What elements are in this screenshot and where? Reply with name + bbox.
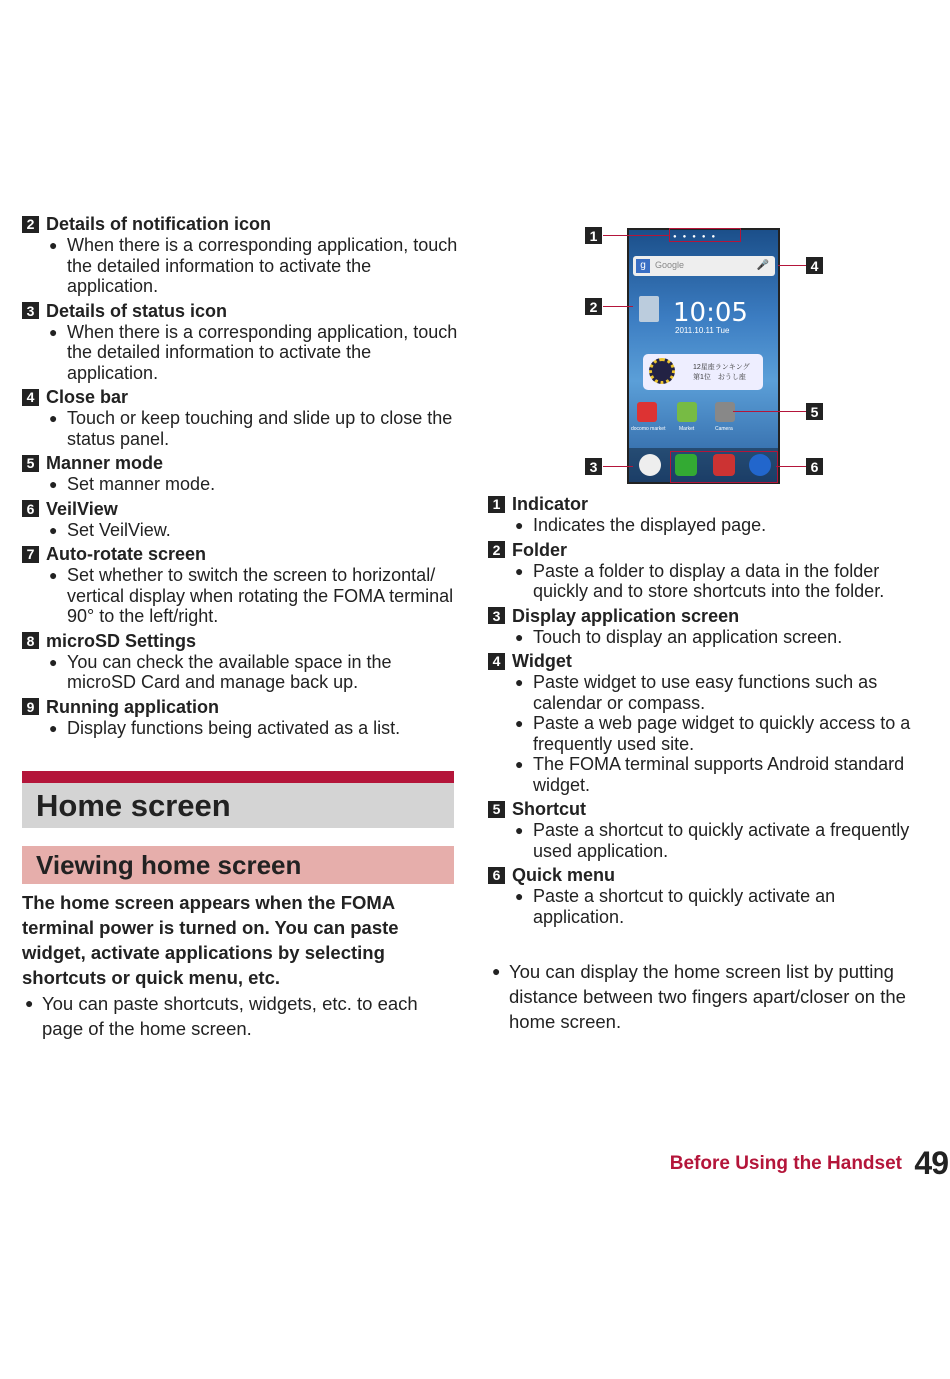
callout-number: 4	[806, 257, 823, 274]
footer-section-label: Before Using the Handset	[669, 1153, 902, 1174]
left-item-microsd	[22, 630, 462, 693]
item-bullet: ● Set VeilView.	[22, 520, 462, 541]
number-badge: 3	[22, 302, 39, 319]
callout-number: 5	[806, 403, 823, 420]
right-item-folder	[488, 539, 928, 602]
section-title: Home screen	[22, 783, 454, 828]
clock-text: 10:05	[673, 298, 748, 328]
horoscope-widget	[643, 354, 763, 390]
number-badge: 9	[22, 698, 39, 715]
number-badge: 1	[488, 496, 505, 513]
left-item-running-app	[22, 696, 462, 739]
left-item-auto-rotate	[22, 543, 462, 627]
callout-number: 2	[585, 298, 602, 315]
item-title: Folder	[512, 539, 568, 560]
item-title: Details of status icon	[46, 300, 228, 321]
callout-number: 3	[585, 458, 602, 475]
item-bullet: ● Display functions being activated as a list.	[22, 718, 462, 739]
app-label: docomo market	[631, 426, 666, 432]
item-title: microSD Settings	[46, 630, 197, 651]
page-number: 49	[914, 1145, 948, 1181]
date-text: 2011.10.11 Tue	[675, 326, 730, 335]
folder-icon	[639, 296, 659, 322]
intro-text: The home screen appears when the FOMA terminal power is turned on. You can paste widget, activate applications by selecting shortcuts or quick menu, etc.	[22, 892, 399, 988]
callout-line	[733, 411, 806, 412]
number-badge: 4	[488, 653, 505, 670]
right-item-widget	[488, 650, 928, 795]
left-column	[22, 213, 462, 741]
callout-box	[669, 228, 741, 242]
right-item-quick-menu	[488, 864, 928, 927]
item-bullet: ● Paste a folder to display a data in the folder quickly and to store shortcuts into the folder.	[488, 561, 928, 602]
right-note: ● You can display the home screen list by putting distance between two fingers apart/closer on the home screen.	[490, 959, 930, 1034]
right-item-indicator	[488, 493, 928, 536]
horoscope-icon	[649, 358, 675, 384]
item-bullet: ● Paste widget to use easy functions such as calendar or compass.	[488, 672, 928, 713]
right-item-app-screen	[488, 605, 928, 648]
number-badge: 8	[22, 632, 39, 649]
number-badge: 7	[22, 546, 39, 563]
callout-line	[603, 235, 669, 236]
left-item-manner-mode	[22, 452, 462, 495]
microphone-icon: 🎤	[756, 260, 769, 271]
intro-note: ● You can paste shortcuts, widgets, etc. to each page of the home screen.	[22, 991, 452, 1041]
callout-number: 6	[806, 458, 823, 475]
item-bullet: ● Set manner mode.	[22, 474, 462, 495]
app-label: Market	[679, 426, 695, 432]
number-badge: 2	[488, 541, 505, 558]
number-badge: 6	[22, 500, 39, 517]
item-title: Indicator	[512, 494, 589, 514]
item-bullet: ● Touch or keep touching and slide up to close the status panel.	[22, 408, 462, 449]
number-badge: 6	[488, 867, 505, 884]
section-accent-bar	[22, 771, 454, 783]
callout-line	[603, 466, 633, 467]
item-title: Display application screen	[512, 605, 740, 626]
item-bullet: ● You can check the available space in the microSD Card and manage back up.	[22, 652, 462, 693]
item-title: VeilView	[46, 498, 118, 519]
left-item-close-bar	[22, 386, 462, 449]
google-icon: g	[636, 259, 650, 273]
number-badge: 5	[22, 455, 39, 472]
app-label: Camera	[715, 426, 733, 432]
item-title: Manner mode	[46, 453, 164, 473]
callout-line	[603, 306, 633, 307]
widget-line-2: 第1位 おうし座	[693, 374, 746, 381]
google-search-widget	[633, 256, 775, 276]
callout-box	[670, 451, 778, 483]
callout-number: 1	[585, 227, 602, 244]
item-title: Close bar	[46, 387, 129, 407]
left-item-status-details	[22, 300, 462, 384]
item-bullet: ● Touch to display an application screen.	[488, 627, 928, 648]
number-badge: 3	[488, 607, 505, 624]
item-bullet: ● Set whether to switch the screen to horizontal/ vertical display when rotating the FOMA terminal 90° to the left/right.	[22, 565, 462, 627]
right-item-shortcut	[488, 798, 928, 861]
callout-line	[776, 466, 806, 467]
home-screen-figure	[627, 228, 780, 484]
number-badge: 2	[22, 216, 39, 233]
apps-button-icon	[639, 454, 661, 476]
subsection-title: Viewing home screen	[22, 846, 454, 884]
widget-line-1: 12星座ランキング	[693, 364, 750, 371]
search-text: Google	[655, 260, 685, 270]
item-bullet: ● When there is a corresponding application, touch the detailed information to activate the application.	[22, 322, 462, 384]
docomo-market-icon	[637, 402, 657, 422]
right-column	[488, 493, 928, 930]
left-item-veilview	[22, 498, 462, 541]
number-badge: 5	[488, 801, 505, 818]
item-title: Shortcut	[512, 799, 586, 819]
market-icon	[677, 402, 697, 422]
item-title: Details of notification icon	[46, 214, 272, 234]
left-item-notification-details	[22, 213, 462, 297]
page-indicator-dots: ●●●●●	[673, 234, 722, 240]
callout-line	[778, 265, 806, 266]
item-title: Running application	[46, 696, 219, 717]
item-bullet: ● Paste a web page widget to quickly access to a frequently used site.	[488, 713, 928, 754]
number-badge: 4	[22, 389, 39, 406]
item-title: Auto-rotate screen	[46, 544, 207, 564]
item-bullet: ● Paste a shortcut to quickly activate a frequently used application.	[488, 820, 928, 861]
item-bullet: ● Indicates the displayed page.	[488, 515, 928, 536]
item-title: Widget	[512, 651, 572, 671]
item-title: Quick menu	[512, 865, 616, 885]
item-bullet: ● The FOMA terminal supports Android standard widget.	[488, 754, 928, 795]
camera-icon	[715, 402, 735, 422]
item-bullet: ● Paste a shortcut to quickly activate an application.	[488, 886, 928, 927]
item-bullet: ● When there is a corresponding application, touch the detailed information to activate the application.	[22, 235, 462, 297]
